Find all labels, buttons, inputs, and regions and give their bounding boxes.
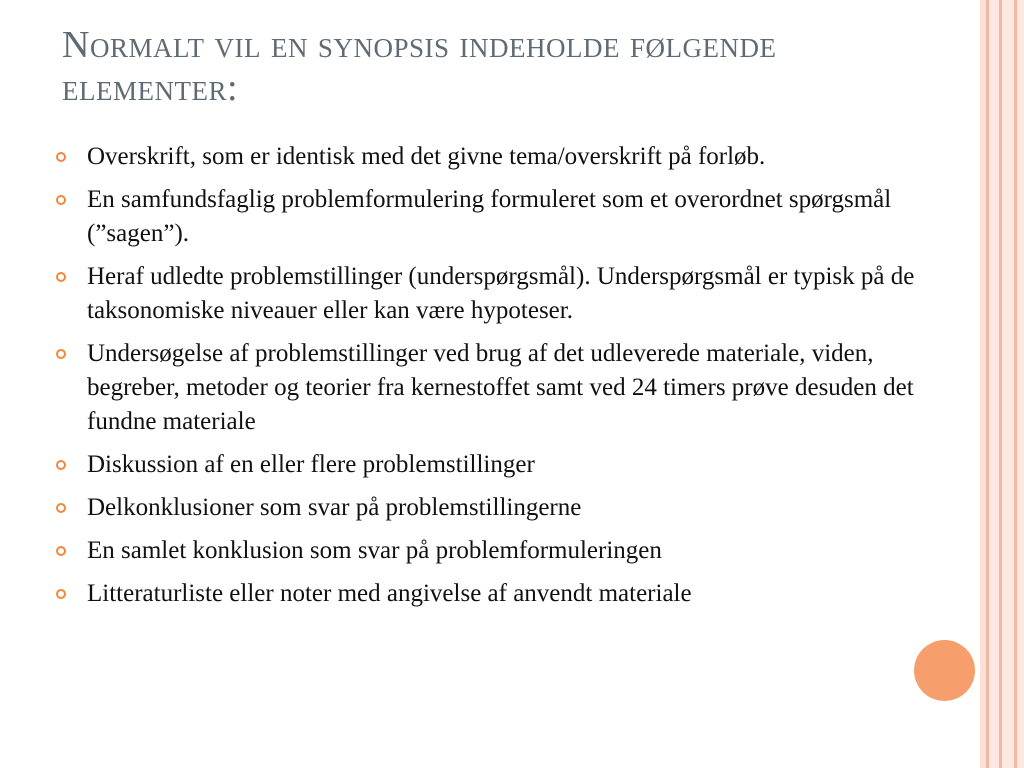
list-item-text: Heraf udledte problemstillinger (underspørgsmål). Underspørgsmål er typisk på de taksonomiske niveauer eller kan være hypoteser. [87,263,915,324]
list-item-text: Undersøgelse af problemstillinger ved brug af det udleverede materiale, viden, begreber, metoder og teorier fra kernestoffet samt ved 24 timers prøve desuden det fundne materiale [87,340,914,435]
bullet-icon [56,272,66,282]
list-item-text: En samlet konklusion som svar på problemformuleringen [87,537,662,564]
bullet-icon [56,460,66,470]
list-item [56,183,956,251]
decorative-stripe [1017,0,1024,768]
bullet-list [56,140,956,620]
list-item-text: Litteraturliste eller noter med angivelse af anvendt materiale [87,580,692,607]
bullet-icon [56,349,66,359]
list-item [56,491,956,525]
decorative-stripe [1002,0,1014,768]
slide-title: Normalt vil en synopsis indeholde følgende elementer: [62,24,777,109]
bullet-icon [56,503,66,513]
bullet-icon [56,152,66,162]
list-item [56,140,956,174]
list-item [56,577,956,611]
decorative-circle [914,640,975,701]
list-item [56,337,956,439]
list-item-text: Delkonklusioner som svar på problemstillingerne [87,494,582,521]
list-item [56,260,956,328]
list-item [56,448,956,482]
bullet-icon [56,589,66,599]
list-item-text: Overskrift, som er identisk med det givne tema/overskrift på forløb. [87,143,766,170]
list-item [56,534,956,568]
bullet-icon [56,195,66,205]
list-item-text: En samfundsfaglig problemformulering formuleret som et overordnet spørgsmål (”sagen”). [87,186,892,247]
decorative-stripe [989,0,999,768]
bullet-icon [56,546,66,556]
list-item-text: Diskussion af en eller flere problemstillinger [87,451,535,478]
